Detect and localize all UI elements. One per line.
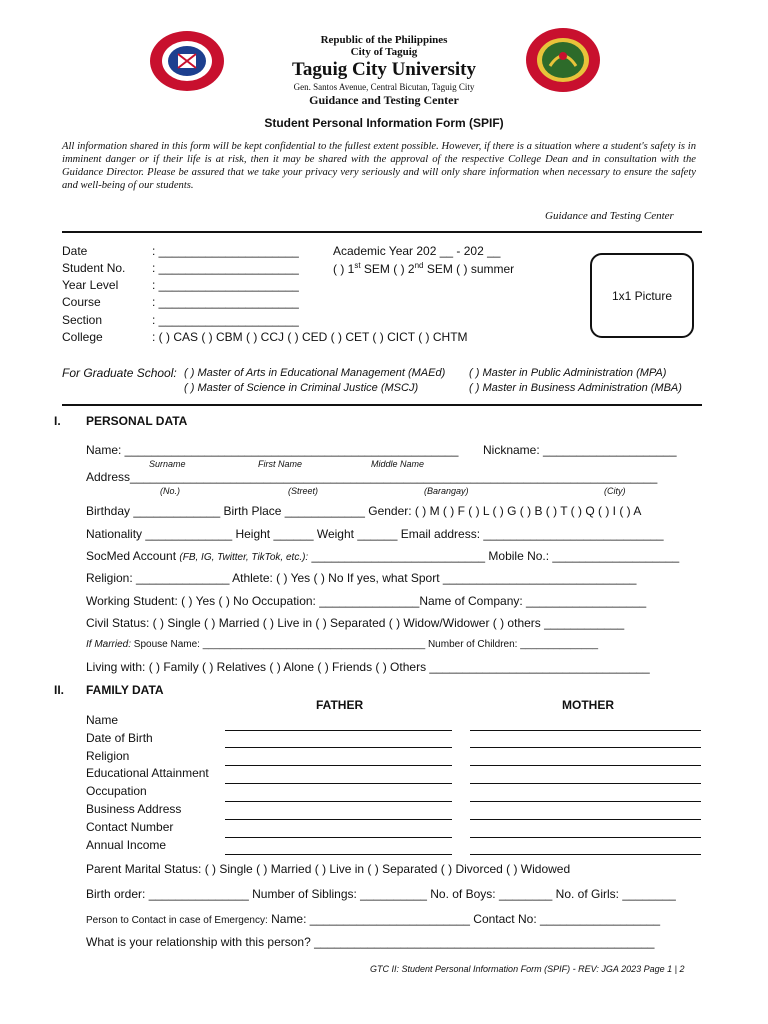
- student-no-label: Student No.: [62, 261, 126, 275]
- university-address: Gen. Santos Avenue, Central Bicutan, Taguig City: [293, 82, 475, 92]
- grad-option-maed[interactable]: ( ) Master of Arts in Educational Management (MAEd): [184, 367, 446, 379]
- mother-education-line[interactable]: [470, 783, 701, 784]
- notice-signature: Guidance and Testing Center: [545, 210, 674, 222]
- date-label: Date: [62, 244, 88, 258]
- student-no-field[interactable]: : _____________________: [152, 261, 299, 275]
- university-name: Taguig City University: [291, 59, 477, 80]
- religion-row[interactable]: Religion: ______________ Athlete: ( ) Yes ( ) No If yes, what Sport _____________________________: [86, 571, 637, 585]
- family-row-label: Name: [86, 713, 119, 727]
- socmed-row[interactable]: SocMed Account (FB, IG, Twitter, TikTok, etc.): __________________________ Mobile No.: ___________________: [86, 549, 680, 563]
- grad-option-mpa[interactable]: ( ) Master in Public Administration (MPA): [469, 367, 667, 379]
- mother-religion-line[interactable]: [470, 765, 701, 766]
- nationality-row[interactable]: Nationality _____________ Height ______ Weight ______ Email address: ___________________________: [86, 527, 664, 541]
- nickname-field[interactable]: Nickname: ____________________: [483, 443, 677, 457]
- confidentiality-notice: All information shared in this form will be kept confidential to the fullest extent possible. However, if there is a situation where a student's safety is in imminent danger or if their life is at risk, then it may be shared with the approval of the respective College Dean and in consultation with the Guidance Director. Please be assured that we take your privacy very seriously and will only share information when necessary to ensure the safety and well-being of our students.: [62, 141, 696, 191]
- section-number-personal: I.: [54, 414, 61, 428]
- mother-heading: MOTHER: [562, 698, 614, 712]
- father-contact-line[interactable]: [225, 837, 452, 838]
- form-title: Student Personal Information Form (SPIF): [264, 116, 504, 130]
- course-label: Course: [62, 295, 101, 309]
- barangay-caption: (Barangay): [424, 486, 469, 496]
- father-income-line[interactable]: [225, 854, 452, 855]
- married-row[interactable]: If Married: Spouse Name: ________________________________________ Number of Children: ______________: [86, 639, 599, 650]
- photo-label: 1x1 Picture: [611, 288, 673, 303]
- section-label: Section: [62, 313, 103, 327]
- mother-business-line[interactable]: [470, 819, 701, 820]
- birthday-row[interactable]: Birthday _____________ Birth Place ____________ Gender: ( ) M ( ) F ( ) L ( ) G ( ) B ( ) T ( ) Q ( ) I ( ) A: [86, 504, 642, 518]
- city-caption: (City): [604, 486, 626, 496]
- year-level-field[interactable]: : _____________________: [152, 278, 299, 292]
- center-name: Guidance and Testing Center: [309, 93, 459, 107]
- birth-order-row[interactable]: Birth order: _______________ Number of Siblings: __________ No. of Boys: ________ No. of Girls: ________: [86, 887, 676, 901]
- year-level-label: Year Level: [62, 278, 119, 292]
- first-name-caption: First Name: [258, 459, 303, 469]
- street-caption: (Street): [288, 486, 319, 496]
- college-options[interactable]: : ( ) CAS ( ) CBM ( ) CCJ ( ) CED ( ) CET ( ) CICT ( ) CHTM: [152, 330, 468, 344]
- emergency-contact-row[interactable]: Person to Contact in case of Emergency: Name: ________________________ Contact No: __________________: [86, 912, 661, 926]
- college-label: College: [62, 330, 103, 344]
- address-field[interactable]: Address_______________________________________________________________________________: [86, 470, 658, 484]
- family-row-label: Date of Birth: [86, 731, 153, 745]
- city-text: City of Taguig: [350, 46, 418, 58]
- parent-marital-status-row[interactable]: Parent Marital Status: ( ) Single ( ) Married ( ) Live in ( ) Separated ( ) Divorced ( ) Widowed: [86, 862, 571, 876]
- father-dob-line[interactable]: [225, 747, 452, 748]
- father-religion-line[interactable]: [225, 765, 452, 766]
- family-row-label: Educational Attainment: [86, 766, 209, 780]
- grad-option-mba[interactable]: ( ) Master in Business Administration (MBA): [469, 382, 682, 394]
- grad-option-mscj[interactable]: ( ) Master of Science in Criminal Justice (MSCJ): [184, 382, 419, 394]
- photo-box[interactable]: [590, 253, 694, 338]
- header-divider: [62, 231, 702, 233]
- mother-income-line[interactable]: [470, 854, 701, 855]
- section-title-personal: PERSONAL DATA: [86, 414, 188, 428]
- middle-name-caption: Middle Name: [371, 459, 425, 469]
- civil-status-row[interactable]: Civil Status: ( ) Single ( ) Married ( ) Live in ( ) Separated ( ) Widow/Widower ( ) others ____________: [86, 616, 625, 630]
- mother-name-line[interactable]: [470, 730, 701, 731]
- working-student-row[interactable]: Working Student: ( ) Yes ( ) No Occupation: _______________Name of Company: __________________: [86, 594, 647, 608]
- mother-occupation-line[interactable]: [470, 801, 701, 802]
- section-number-family: II.: [54, 683, 65, 697]
- right-seal-logo: [524, 26, 602, 94]
- family-row-label: Occupation: [86, 784, 147, 798]
- date-field[interactable]: : _____________________: [152, 244, 299, 258]
- republic-text: Republic of the Philippines: [320, 34, 448, 46]
- name-field[interactable]: Name: __________________________________________________: [86, 443, 459, 457]
- family-row-label: Business Address: [86, 802, 182, 816]
- father-education-line[interactable]: [225, 783, 452, 784]
- academic-year-field[interactable]: Academic Year 202 __ - 202 __: [333, 244, 501, 258]
- father-name-line[interactable]: [225, 730, 452, 731]
- section-field[interactable]: : _____________________: [152, 313, 299, 327]
- living-with-row[interactable]: Living with: ( ) Family ( ) Relatives ( ) Alone ( ) Friends ( ) Others _________________________________: [86, 660, 650, 674]
- family-row-label: Annual Income: [86, 838, 167, 852]
- mother-dob-line[interactable]: [470, 747, 701, 748]
- father-heading: FATHER: [316, 698, 364, 712]
- surname-caption: Surname: [149, 459, 186, 469]
- family-row-label: Contact Number: [86, 820, 174, 834]
- course-field[interactable]: : _____________________: [152, 295, 299, 309]
- family-row-label: Religion: [86, 749, 130, 763]
- no-caption: (No.): [160, 486, 180, 496]
- section-title-family: FAMILY DATA: [86, 683, 164, 697]
- left-seal-logo: [148, 30, 226, 92]
- father-business-line[interactable]: [225, 819, 452, 820]
- father-occupation-line[interactable]: [225, 801, 452, 802]
- mother-contact-line[interactable]: [470, 837, 701, 838]
- grad-divider: [62, 404, 702, 406]
- semester-options[interactable]: ( ) 1st SEM ( ) 2nd SEM ( ) summer: [333, 261, 515, 276]
- page-footer: GTC II: Student Personal Information Form (SPIF) - REV: JGA 2023 Page 1 | 2: [370, 964, 685, 974]
- relationship-row[interactable]: What is your relationship with this person? ___________________________________________________: [86, 935, 655, 949]
- grad-school-label: For Graduate School:: [62, 366, 177, 380]
